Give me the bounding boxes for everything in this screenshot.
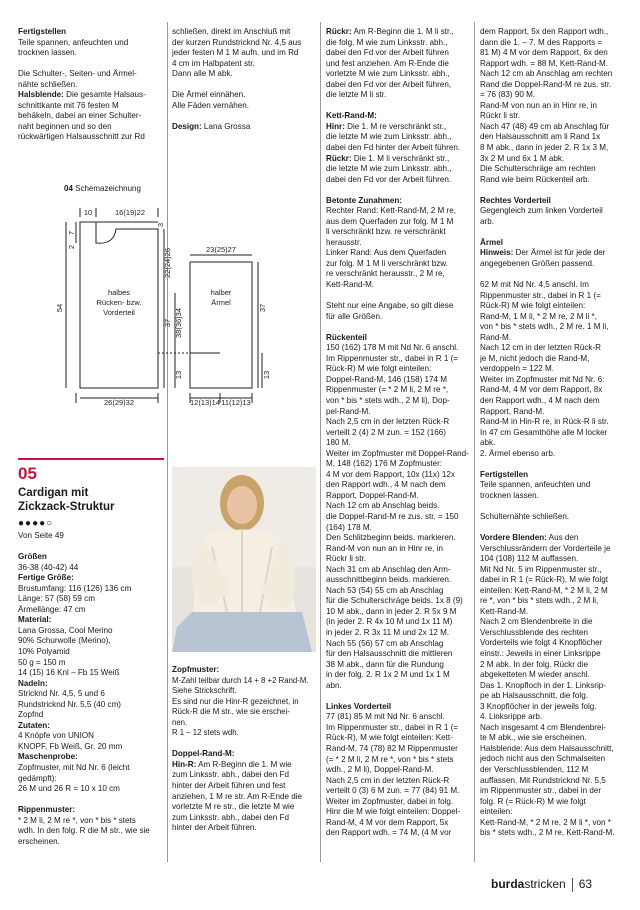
text-block xyxy=(326,164,470,185)
text-line: für alle Größen. xyxy=(326,311,383,321)
text-block xyxy=(326,301,470,322)
text-line: Rundstricknd Nr. 5,5 (40 cm) xyxy=(18,699,122,709)
text-line: 8 M abk., dann in jeder 2. R 1x 3 M, xyxy=(480,143,609,153)
dim-label: 37 xyxy=(258,303,267,313)
text-line: herausstr. xyxy=(326,237,362,247)
text-block xyxy=(18,731,164,752)
text-line: 26 M und 26 R = 10 x 10 cm xyxy=(18,784,120,794)
section-number: 05 xyxy=(18,464,37,483)
page-reference: Von Seite 49 xyxy=(18,531,64,540)
text-line: 50 g = 150 m xyxy=(18,657,66,667)
text-block xyxy=(172,90,312,111)
page-number: 63 xyxy=(578,877,593,891)
text-line: 104 (108) 112 M auffassen. xyxy=(480,554,579,564)
text-line: (= * 2 M li, 2 M re *, von * bis * stets xyxy=(326,754,454,764)
text-line: dann die 1. – 7. M des Rapports = xyxy=(480,37,603,47)
section-heading: Fertigstellen xyxy=(18,27,67,36)
text-line: wdh., 2 M li), Doppel-Rand-M. xyxy=(326,765,434,775)
text-line: Nach 12 cm ab Anschlag am rechten xyxy=(480,69,613,79)
text-block xyxy=(326,712,470,839)
text-line: 3 Knopflöcher in der jeweils folg. xyxy=(480,701,597,711)
section-rule xyxy=(18,458,164,460)
text-line: Verschlussrändern der Vorderteile je xyxy=(480,543,611,553)
text-line: trocknen lassen. xyxy=(480,490,539,500)
sleeve-label: Ärmel xyxy=(211,298,231,307)
text-line: zum Linksstr. abh., dabei den Fd xyxy=(172,812,289,822)
text-line: M-Zahl teilbar durch 14 + 8 +2 Rand-M. xyxy=(172,675,309,685)
text-line: Nach 2,5 cm in der letzten Rück-R xyxy=(326,775,450,785)
text-line: vorletzte M re str., die letzte M wie xyxy=(172,802,295,812)
text-line: dabei den Fd vor der Arbeit führen. xyxy=(326,174,452,184)
text-line: Im Rippenmuster str., dabei in R 1 (= xyxy=(326,353,459,363)
text-line: verteilt 0 (3) 6 M zun. = 77 (84) 91 M. xyxy=(326,786,460,796)
text-line: Teile spannen, anfeuchten und xyxy=(18,37,129,47)
body-label: halbes xyxy=(107,288,131,297)
text-line: nähte schließen. xyxy=(18,79,78,89)
text-line: In 47 cm Gesamthöhe alle M locker xyxy=(480,427,608,437)
text-line: Nach 47 (48) 49 cm ab Anschlag für xyxy=(480,121,610,131)
text-line: hinter der Arbeit führen. xyxy=(172,823,257,833)
text-line: 38 M abk., dann für die Rundung xyxy=(326,659,444,669)
dim-label: 23(25)27 xyxy=(205,245,237,254)
text-line: Rückr li str. xyxy=(480,111,521,121)
text-block xyxy=(480,544,626,839)
dim-label: 37 xyxy=(163,318,172,328)
magazine-brand-suffix: stricken xyxy=(524,877,566,891)
text-line: 2 M abk. In der folg. Rückr die xyxy=(480,659,588,669)
text-line: Die Schulter-, Seiten- und Ärmel- xyxy=(18,69,137,79)
text-line: für den Halsausschnitt die mittleren xyxy=(326,649,453,659)
text-line: Rand-M von nun an in Hinr re, in xyxy=(326,543,443,553)
body-label: Rücken- bzw. xyxy=(96,298,142,307)
text-line: Die Ärmel einnähen. xyxy=(172,90,246,100)
text-line: Linker Rand: Aus dem Querfaden xyxy=(326,248,447,258)
text-line: Verschlussblende des rechten xyxy=(480,627,588,637)
text-line: und fest anziehen. Am R-Ende die xyxy=(326,58,449,68)
text-line: auffassen. Mit Rundstricknd Nr. 5,5 xyxy=(480,775,606,785)
text-line: dabei in R 1 (= Rück-R), M wie folgt xyxy=(480,575,608,585)
text-line: KNOPF, Fb Weiß, Gr. 20 mm xyxy=(18,741,123,751)
text-line: Gegengleich zum linken Vorderteil xyxy=(480,206,603,216)
text-line: 14 (15) 16 Knl – Fb 15 Weiß xyxy=(18,668,120,678)
dim-label: 16(19)22 xyxy=(114,208,146,217)
text-line: R 1 – 12 stets wdh. xyxy=(172,728,239,738)
text-line: Rand die Doppel-Rand-M re zus. str. xyxy=(480,79,612,89)
text-line: Weiter im Zopfmuster mit Doppel-Rand- xyxy=(326,448,469,458)
text-line: Nach 55 (56) 57 cm ab Anschlag xyxy=(326,638,444,648)
text-line: jedoch nicht aus den Schmalseiten xyxy=(480,754,606,764)
text-line: pe ab Halsausschnitt, die folg. xyxy=(480,691,588,701)
text-block xyxy=(18,584,164,616)
dim-label: 11(12)13 xyxy=(221,398,251,407)
text-block xyxy=(172,27,312,80)
text-line: zur folg. M 1 M li verschränkt bzw. xyxy=(326,258,448,268)
text-line: 4 M vor dem Rapport, 10x (11x) 12x xyxy=(326,469,455,479)
text-line: Siehe Strickschrift. xyxy=(172,686,237,696)
text-block xyxy=(480,280,626,459)
text-line: in der folg. 2. R 1x 2 M und 1x 1 M xyxy=(326,670,450,680)
dim-label: 22(24)26 xyxy=(163,247,172,279)
text-line: Rechter Rand: Kett-Rand-M, 2 M re, xyxy=(326,206,456,216)
text-line: Teile spannen, anfeuchten und xyxy=(480,480,591,490)
text-line: erscheinen. xyxy=(18,836,60,846)
text-line: Nach 2 cm Blendenbreite in die xyxy=(480,617,593,627)
text-line: 180 M. xyxy=(326,438,351,448)
text-block xyxy=(18,101,164,143)
text-block xyxy=(326,343,470,691)
text-block xyxy=(18,38,164,59)
text-line: Rand-M von nun an in Hinr re, in xyxy=(480,100,597,110)
text-line: rückwärtigen Halsausschnitt zur Rd xyxy=(18,132,145,142)
text-line: Rapport wdh. = 88 M, Kett-Rand-M. xyxy=(480,58,608,68)
text-line: folg. R (= Rück-R) M wie folgt xyxy=(480,796,586,806)
text-line: Weiter im Zopfmuster mit Nd Nr. 6: xyxy=(480,374,605,384)
text-line: 81 M) 4 M vor dem Rapport, 6x den xyxy=(480,48,608,58)
text-line: Rand-M, 4 M vor dem Rapport, 8x xyxy=(480,385,603,395)
design-label: Design: xyxy=(172,121,202,131)
text-line: Länge: 57 (58) 59 cm xyxy=(18,594,95,604)
text-line: Nach 12 cm ab Anschlag beids. xyxy=(326,501,440,511)
text-line: behäkeln, dabei an einer Schulter- xyxy=(18,111,142,121)
body-label: Vorderteil xyxy=(103,308,135,317)
text-line: im Rippenmuster str., dabei in der xyxy=(480,786,602,796)
text-line: den Rapport wdh., 4 M nach dem xyxy=(326,480,446,490)
text-line: 2. Ärmel ebenso arb. xyxy=(480,448,556,458)
dim-label: 13 xyxy=(262,370,271,380)
text-block xyxy=(326,132,470,153)
text-line: der kurzen Rundstricknd Nr. 4,5 aus xyxy=(172,37,302,47)
schematic-drawing xyxy=(18,183,308,413)
text-line: Nach 31 cm ab Anschlag den Arm- xyxy=(326,564,451,574)
text-line: Rück-R) M wie folgt einteilen: xyxy=(326,364,432,374)
text-line: Rückr li str. xyxy=(326,554,367,564)
text-line: 62 M mit Nd Nr. 4,5 anschl. Im xyxy=(480,279,589,289)
text-block xyxy=(172,770,312,833)
column-3: Rückr: Am R-Beginn die 1. M li str., die folg. M wie zum Linksstr. abh., dabei den Fd vor der Arbeit führen und fest anziehen. Am R-Ende die vorletzte M wie zum Linksstr. abh., dabei den Fd vor der Arbeit führen, die letzte M li str. Kett-Rand-M: Hinr: Die 1. M re verschränkt str., die letzte M wie zum Linksstr. abh., dabei den Fd hinter der Arbeit führen. Rückr: Die 1. M li verschränkt str., die letzte M wie zum Linksstr. abh., dabei den Fd vor der Arbeit führen. Betonte Zunahmen: Rechter Rand: Kett-Rand-M, 2 M re, aus dem Querfaden zur folg. M 1 M li verschränkt bzw. re verschränkt herausstr. Linker Rand: Aus dem Querfaden zur folg. M 1 M li verschränkt bzw. re verschränkt herausstr., 2 M re, Kett-Rand-M. Steht nur eine Angabe, so gilt diese für alle Größen. Rückenteil 150 (162) 178 M mit Nd Nr. 6 anschl. Im Rippenmuster str., dabei in R 1 (= Rück-R) M wie folgt einteilen: Doppel-Rand-M, 146 (158) 174 M Rippenmuster (= * 2 M li, 2 M re *, von * bis * stets wdh., 2 M li), Dop- pel-Rand-M. Nach 2,5 cm in der letzten Rück-R verteilt 2 (4) 2 M zun. = 152 (166) 180 M. Weiter im Zopfmuster mit Doppel-Rand- M, 148 (162) 176 M Zopfmuster: 4 M vor dem Rapport, 10x (11x) 12x den Rapport wdh., 4 M nach dem Rapport, Doppel-Rand-M. Nach 12 cm ab Anschlag beids. die Doppel-Rand-M re zus. str. = 150 (164) 178 M. Den Schlitzbeginn beids. markieren. Rand-M von nun an in Hinr re, in Rückr li str. Nach 31 cm ab Anschlag den Arm- ausschnittbeginn beids. markieren. Nach 53 (54) 55 cm ab Anschlag für die Schulterschräge beids. 1x 8 (9) 10 M abk., dann in jeder 2. R 5x 9 M (in jeder 2. R 4x 10 M und 1x 11 M) in jeder 2. R 3x 11 M und 2x 12 M. Nach 55 (56) 57 cm ab Anschlag für den Halsausschnitt die mittleren 38 M abk., dann für die Rundung in der folg. 2. R 1x 2 M und 1x 1 M abn. Linkes Vorderteil 77 (81) 85 M mit Nd Nr. 6 anschl. Im Rippenmuster str., dabei in R 1 (= Rück-R), M wie folgt einteilen: Kett- Rand-M, 74 (78) 82 M Rippenmuster (= * 2 M li, 2 M re *, von * bis * stets wdh., 2 M li), Doppel-Rand-M. Nach 2,5 cm in der letzten Rück-R verteilt 0 (3) 6 M zun. = 77 (84) 91 M. Weiter im Zopfmuster, dabei in folg. Hinr die M wie folgt einteilen: Doppel- Rand-M, 4 M vor dem Rapport, 5x den Rapport wdh. = 74 M, (4 M vor xyxy=(326,27,469,838)
column-4: dem Rapport, 5x den Rapport wdh., dann die 1. – 7. M des Rapports = 81 M) 4 M vor dem Rapport, 6x den Rapport wdh. = 88 M, Kett-Rand-M. Nach 12 cm ab Anschlag am rechten Rand die Doppel-Rand-M re zus. str. = 76 (83) 90 M. Rand-M von nun an in Hinr re, in Rückr li str. Nach 47 (48) 49 cm ab Anschlag für den Halsausschnitt am li Rand 1x 8 M abk., dann in jeder 2. R 1x 3 M, 3x 2 M und 6x 1 M abk. Die Schulterschräge am rechten Rand wie beim Rückenteil arb. Rechtes Vorderteil Gegengleich zum linken Vorderteil arb. Ärmel Hinweis: Der Ärmel ist für jede der angegebenen Größen passend. 62 M mit Nd Nr. 4,5 anschl. Im Rippenmuster str., dabei in R 1 (= Rück-R) M wie folgt einteilen: Rand-M, 1 M li, * 2 M re, 2 M li *, von * bis * stets wdh., 2 M re, 1 M li, Rand-M. Nach 12 cm in der letzten Rück-R je M, nicht jedoch die Rand-M, verdoppeln = 122 M. Weiter im Zopfmuster mit Nd Nr. 6: Rand-M, 4 M vor dem Rapport, 8x den Rapport wdh., 4 M nach dem Rapport, Rand-M. Rand-M in Hin-R re, in Rück-R li str. In 47 cm Gesamthöhe alle M locker abk. 2. Ärmel ebenso arb. Fertigstellen Teile spannen, anfeuchten und trocknen lassen. Schulternähte schließen. Vordere Blenden: Aus den Verschlussrändern der Vorderteile je 104 (108) 112 M auffassen. Mit Nd Nr. 5 im Rippenmuster str., dabei in R 1 (= Rück-R), M wie folgt einteilen: Kett-Rand-M, * 2 M li, 2 M re *, von * bis * stets wdh., 2 M li, Kett-Rand-M. Nach 2 cm Blendenbreite in die Verschlussblende des rechten Vorderteils wie folgt 4 Knopflöcher einstr.: Jeweils in einer Linksrippe 2 M abk. In der folg. Rückr die abgeketteten M wieder anschl. Das 1. Knopfloch in der 1. Linksrip- pe ab Halsausschnitt, die folg. 3 Knopflöcher in der jeweils folg. 4. Linksrippe arb. Nach insgesamt 4 cm Blendenbrei- te M abk., wie sie erscheinen. Halsblende: Aus dem Halsausschnitt, jedoch nicht aus den Schmalseiten der Verschlussblenden, 112 M auffassen. Mit Rundstricknd Nr. 5,5 im Rippenmuster str., dabei in der folg. R (= Rück-R) M wie folgt einteilen: Kett-Rand-M, * 2 M re, 2 M li *, von * bis * stets wdh., 2 M re, Kett-Rand-M. xyxy=(480,27,626,839)
text-line: schnittkante mit 76 festen M xyxy=(18,100,119,110)
text-line: Rand wie beim Rückenteil arb. xyxy=(480,174,590,184)
text-line: (in jeder 2. R 4x 10 M und 1x 11 M) xyxy=(326,617,453,627)
text-line: Rück-R) M wie folgt einteilen: xyxy=(480,301,586,311)
text-block xyxy=(18,626,164,679)
text-line: Das 1. Knopfloch in der 1. Linksrip- xyxy=(480,680,606,690)
text-line: Alle Fäden vernähen. xyxy=(172,100,249,110)
text-line: die letzte M wie zum Linksstr. abh., xyxy=(326,132,452,142)
text-line: Rapport, Doppel-Rand-M. xyxy=(326,490,419,500)
text-line: einteilen: Kett-Rand-M, * 2 M li, 2 M xyxy=(480,585,608,595)
text-line: Vorderteils wie folgt 4 Knopflöcher xyxy=(480,638,603,648)
text-line: Halsblende: Aus dem Halsausschnitt, xyxy=(480,743,614,753)
text-line: zum Linksstr. abh., dabei den Fd xyxy=(172,770,289,780)
text-line: Die Schulterschräge am rechten xyxy=(480,164,596,174)
text-line: re verschränkt herausstr., 2 M re, xyxy=(326,269,445,279)
text-line: Kett-Rand-M. xyxy=(326,280,375,290)
text-line: Rück-R die M str., wie sie erschei- xyxy=(172,707,290,717)
dim-label: 54 xyxy=(55,303,64,313)
text-line: bis * stets wdh., 2 M re, Kett-Rand-M. xyxy=(480,828,615,838)
text-line: den Halsausschnitt am li Rand 1x xyxy=(480,132,601,142)
text-line: 10% Polyamid xyxy=(18,646,70,656)
text-block xyxy=(326,38,470,101)
text-line: einstr.: Jeweils in einer Linksrippe xyxy=(480,648,601,658)
text-line: Rapport, Rand-M. xyxy=(480,406,545,416)
text-line: der Verschlussblenden, 112 M xyxy=(480,765,589,774)
text-block xyxy=(172,676,312,739)
text-line: die folg. M wie zum Linksstr. abh., xyxy=(326,37,448,47)
text-line: Weiter im Zopfmuster, dabei in folg. xyxy=(326,796,454,806)
text-line: 10 M abk., dann in jeder 2. R 5x 9 M xyxy=(326,606,457,616)
text-line: Doppel-Rand-M, 146 (158) 174 M xyxy=(326,374,448,384)
text-line: jeder festen M 1 M aufn. und im Rd xyxy=(172,48,299,58)
text-line: Nach 2,5 cm in der letzten Rück-R xyxy=(326,417,450,427)
text-line: je M, nicht jedoch die Rand-M, xyxy=(480,353,590,363)
text-line: für die Schulterschräge beids. 1x 8 (9) xyxy=(326,596,463,606)
text-line: gedämpft): xyxy=(18,773,57,783)
text-line: vorletzte M wie zum Linksstr. abh., xyxy=(326,69,450,79)
model-photo xyxy=(172,467,316,652)
text-line: Dann alle M abk. xyxy=(172,69,233,79)
section-heading: Halsblende: xyxy=(18,90,64,100)
pattern-title: Cardigan mit Zickzack-Struktur xyxy=(18,487,115,513)
text-line: die letzte M wie zum Linksstr. abh., xyxy=(326,164,452,174)
text-line: hinter der Arbeit führen und fest xyxy=(172,780,286,790)
text-line: anziehen, 1 M re str. Am R-Ende die xyxy=(172,791,303,801)
column-2-bottom: Zopfmuster: M-Zahl teilbar durch 14 + 8 +2 Rand-M. Siehe Strickschrift. Es sind nur die Hinr-R gezeichnet, in Rück-R die M str., wie sie erschei- nen. R 1 – 12 stets wdh. Doppel-Rand-M: Hin-R: Am R-Beginn die 1. M wie zum Linksstr. abh., dabei den Fd hinter der Arbeit führen und fest anziehen, 1 M re str. Am R-Ende die vorletzte M re str., die letzte M wie zum Linksstr. abh., dabei den Fd hinter der Arbeit führen. xyxy=(172,665,312,834)
text-line: abgeketteten M wieder anschl. xyxy=(480,670,590,680)
text-line: von * bis * stets wdh., 2 M li), Dop- xyxy=(326,395,450,405)
text-line: (164) 178 M. xyxy=(326,522,372,532)
text-line: 4. Linksrippe arb. xyxy=(480,712,543,722)
text-line: Es sind nur die Hinr-R gezeichnet, in xyxy=(172,696,299,706)
text-line: die Doppel-Rand-M re zus. str. = 150 xyxy=(326,511,459,521)
text-line: Lana Grossa, Cool Merino xyxy=(18,625,113,635)
text-line: die letzte M li str. xyxy=(326,90,387,100)
design-value: Lana Grossa xyxy=(201,121,251,131)
dim-label: 2 xyxy=(67,244,76,250)
column-2-top xyxy=(172,27,312,132)
text-line: Nach 12 cm in der letzten Rück-R xyxy=(480,343,602,353)
text-line: M, 148 (162) 176 M Zopfmuster: xyxy=(326,459,443,469)
column-divider xyxy=(474,22,475,862)
text-line: trocknen lassen. xyxy=(18,48,77,58)
text-line: wdh. In den folg. R die M str., wie sie xyxy=(18,826,150,836)
column-divider xyxy=(167,22,168,862)
text-line: einteilen: xyxy=(480,807,513,817)
text-block xyxy=(480,259,626,270)
text-line: Hinr die M wie folgt einteilen: Doppel- xyxy=(326,807,461,817)
text-line: dabei den Fd vor der Arbeit führen, xyxy=(326,79,452,89)
text-line: angegebenen Größen passend. xyxy=(480,258,595,268)
text-line: Kett-Rand-M. xyxy=(480,606,529,616)
text-block xyxy=(326,206,470,290)
text-line: Zopfnd xyxy=(18,710,44,720)
text-line: 150 (162) 178 M mit Nd Nr. 6 anschl. xyxy=(326,343,459,353)
dim-label: 13 xyxy=(174,370,183,380)
text-block xyxy=(480,206,626,227)
text-line: Zopfmuster, mit Nd Nr. 6 (leicht xyxy=(18,762,130,772)
text-line: Schulternähte schließen. xyxy=(480,511,570,521)
text-line: Steht nur eine Angabe, so gilt diese xyxy=(326,301,454,311)
text-line: verteilt 2 (4) 2 M zun. = 152 (166) xyxy=(326,427,446,437)
text-line: von * bis * stets wdh., 2 M re, 1 M li, xyxy=(480,322,609,332)
text-line: Rand-M, 4 M vor dem Rapport, 5x xyxy=(326,817,449,827)
column-1-top: Fertigstellen Teile spannen, anfeuchten und trocknen lassen. Die Schulter-, Seiten- und Ärmel- nähte schließen. Halsblende: Die gesamte Halsaus- schnittkante mit 76 festen M behäkeln, dabei an einer Schulter- naht beginnen und so den rückwärtigen Halsausschnitt zur Rd xyxy=(18,27,164,143)
text-line: dabei den Fd hinter der Arbeit führen. xyxy=(326,142,461,152)
text-line: 90% Schurwolle (Merino), xyxy=(18,636,111,646)
text-block xyxy=(18,689,164,721)
dim-label: 10 xyxy=(83,208,93,217)
text-line: Stricknd Nr. 4,5, 5 und 6 xyxy=(18,689,105,699)
text-line: arb. xyxy=(480,216,494,226)
sleeve-label: halber xyxy=(210,288,232,297)
text-line: li verschränkt bzw. re verschränkt xyxy=(326,227,446,237)
dim-label: 12(13)14 xyxy=(189,398,221,407)
text-line: abk. xyxy=(480,438,496,448)
text-line: aus dem Querfaden zur folg. M 1 M xyxy=(326,216,454,226)
dim-label: 26(29)32 xyxy=(103,398,135,407)
text-line: Den Schlitzbeginn beids. markieren. xyxy=(326,533,456,543)
text-line: Rippenmuster str., dabei in R 1 (= xyxy=(480,290,601,300)
text-line: in jeder 2. R 3x 11 M und 2x 12 M. xyxy=(326,627,450,637)
magazine-brand: burda xyxy=(491,877,525,891)
text-line: den Rapport wdh. = 74 M, (4 M vor xyxy=(326,828,452,838)
text-line: re *, von * bis * stets wdh., 2 M li, xyxy=(480,596,599,606)
text-line: Nach insgesamt 4 cm Blendenbrei- xyxy=(480,722,606,732)
text-line: 4 cm im Halbpatent str. xyxy=(172,58,255,68)
diagram-caption: 04 Schemazeichnung xyxy=(64,184,141,193)
text-line: Nach 53 (54) 55 cm ab Anschlag xyxy=(326,585,444,595)
text-line: verdoppeln = 122 M. xyxy=(480,364,555,374)
page-footer xyxy=(491,877,592,892)
pattern-details: Von Seite 49 Größen 36-38 (40-42) 44 Fertige Größe: Brustumfang: 116 (126) 136 cm Länge: 57 (58) 59 cm Ärmellänge: 47 cm Material: Lana Grossa, Cool Merino 90% Schurwolle (Merino), 10% Polyamid 50 g = 150 m 14 (15) 16 Knl – Fb 15 Weiß Nadeln: Stricknd Nr. 4,5, 5 und 6 Rundstricknd Nr. 5,5 (40 cm) Zopfnd Zutaten: 4 Knöpfe von UNION KNOPF, Fb Weiß, Gr. 20 mm Maschenprobe: Zopfmuster, mit Nd Nr. 6 (leicht gedämpft): 26 M und 26 R = 10 x 10 cm Rippenmuster: * 2 M li, 2 M re *, von * bis * stets wdh. In den folg. R die M str., wie sie erscheinen. xyxy=(18,531,164,847)
text-line: schließen, direkt im Anschluß mit xyxy=(172,27,291,36)
text-line: dabei den Fd vor der Arbeit führen xyxy=(326,48,449,58)
text-line: nen. xyxy=(172,717,188,727)
text-block xyxy=(480,27,626,185)
text-line: abn. xyxy=(326,680,342,690)
text-line: Kett-Rand-M, * 2 M re, 2 M li *, von * xyxy=(480,817,611,827)
text-line: * 2 M li, 2 M re *, von * bis * stets xyxy=(18,815,136,825)
text-block xyxy=(480,512,626,523)
text-line: Rück-R), M wie folgt einteilen: Kett- xyxy=(326,733,453,743)
text-line: Brustumfang: 116 (126) 136 cm xyxy=(18,583,132,593)
text-line: naht beginnen und so den xyxy=(18,121,112,131)
text-block xyxy=(18,816,164,848)
text-line: te M abk., wie sie erscheinen. xyxy=(480,733,587,743)
text-line: den Rapport wdh., 4 M nach dem xyxy=(480,396,600,405)
text-line: Im Rippenmuster str., dabei in R 1 (= xyxy=(326,722,459,732)
text-line: pel-Rand-M. xyxy=(326,406,371,416)
dim-label: 38(36)34 xyxy=(174,307,183,339)
text-line: Rand-M in Hin-R re, in Rück-R li str. xyxy=(480,417,609,427)
text-block xyxy=(18,763,164,795)
text-line: 4 Knöpfe von UNION xyxy=(18,731,95,741)
dim-label: 7 xyxy=(67,230,76,236)
dim-label: 3 xyxy=(156,222,165,228)
text-line: Ärmellänge: 47 cm xyxy=(18,604,86,614)
footer-separator xyxy=(572,878,573,892)
text-line: Mit Nd Nr. 5 im Rippenmuster str., xyxy=(480,564,602,574)
text-line: = 76 (83) 90 M. xyxy=(480,90,536,100)
text-line: 3x 2 M und 6x 1 M abk. xyxy=(480,153,565,163)
text-line: Rand-M, 1 M li, * 2 M re, 2 M li *, xyxy=(480,311,597,321)
text-line: Rippenmuster (= * 2 M li, 2 M re *, xyxy=(326,385,449,395)
text-line: dem Rapport, 5x den Rapport wdh., xyxy=(480,27,609,36)
text-line: 77 (81) 85 M mit Nd Nr. 6 anschl. xyxy=(326,712,445,722)
column-divider xyxy=(320,22,321,862)
text-line: ausschnittbeginn beids. markieren. xyxy=(326,575,452,585)
text-block xyxy=(480,480,626,501)
difficulty-rating: ●●●●○ xyxy=(18,518,54,529)
text-line: Rand-M, 74 (78) 82 M Rippenmuster xyxy=(326,743,458,753)
text-line: Rand-M. xyxy=(480,332,512,342)
text-block xyxy=(18,69,164,90)
